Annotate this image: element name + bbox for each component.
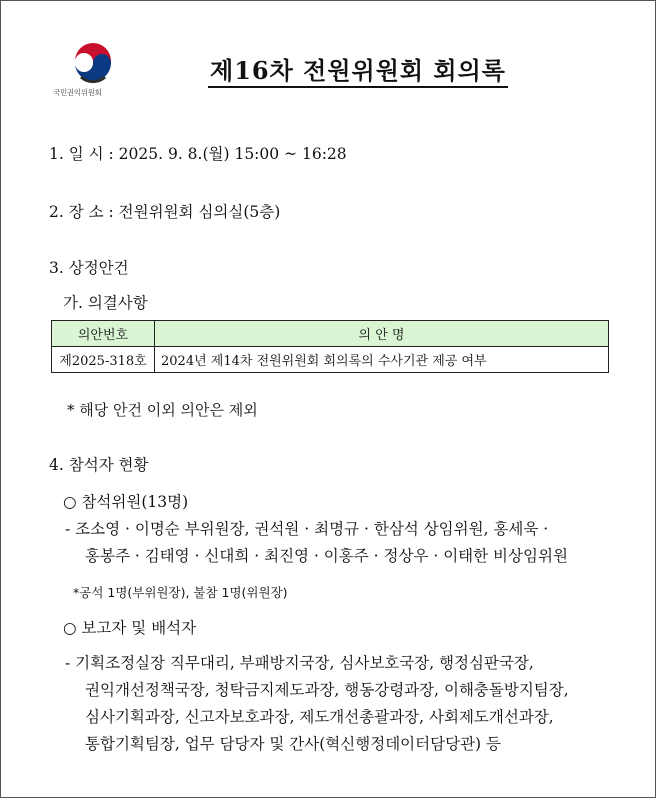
reporters-list-line: 통합기획팀장, 업무 담당자 및 간사(혁신행정데이터담당관) 등 — [85, 735, 501, 753]
table-row — [52, 347, 609, 373]
reporters-list-line: 심사기획과장, 신고자보호과장, 제도개선총괄과장, 사회제도개선과장, — [85, 708, 554, 726]
agenda-heading: 3. 상정안건 — [49, 259, 129, 277]
org-name: 국민권익위원회 — [53, 88, 102, 97]
reporters-bullet: ○ 보고자 및 배석자 — [63, 619, 197, 637]
agenda-subheading: 가. 의결사항 — [63, 294, 148, 312]
members-list-line: - 조소영 · 이명순 부위원장, 권석원 · 최명규 · 한삼석 상임위원, 홍세욱 · — [65, 520, 549, 538]
members-bullet: ○ 참석위원(13명) — [63, 493, 189, 511]
bill-number-cell: 제2025-318호 — [52, 347, 155, 373]
attendance-heading: 4. 참석자 현황 — [49, 456, 149, 474]
bill-name-cell: 2024년 제14차 전원위원회 회의록의 수사기관 제공 여부 — [155, 347, 609, 373]
column-header-bill-name: 의 안 명 — [155, 321, 609, 347]
document-title: 제16차 전원위원회 회의록 — [1, 51, 655, 86]
reporters-list-line: - 기획조정실장 직무대리, 부패방지국장, 심사보호국장, 행정심판국장, — [65, 654, 534, 672]
meeting-place: 2. 장 소 : 전원위원회 심의실(5층) — [49, 203, 281, 221]
members-list-line: 홍봉주 · 김태영 · 신대희 · 최진영 · 이홍주 · 정상우 · 이태한 비상임위원 — [85, 547, 568, 565]
reporters-list-line: 권익개선정책국장, 청탁금지제도과장, 행동강령과장, 이해충돌방지팀장, — [85, 681, 569, 699]
meeting-datetime: 1. 일 시 : 2025. 9. 8.(월) 15:00 ~ 16:28 — [49, 145, 347, 163]
absence-note: *공석 1명(부위원장), 불참 1명(위원장) — [73, 585, 288, 600]
agenda-note: * 해당 안건 이외 의안은 제외 — [67, 401, 258, 419]
agenda-table — [51, 320, 609, 373]
column-header-bill-number: 의안번호 — [52, 321, 155, 347]
